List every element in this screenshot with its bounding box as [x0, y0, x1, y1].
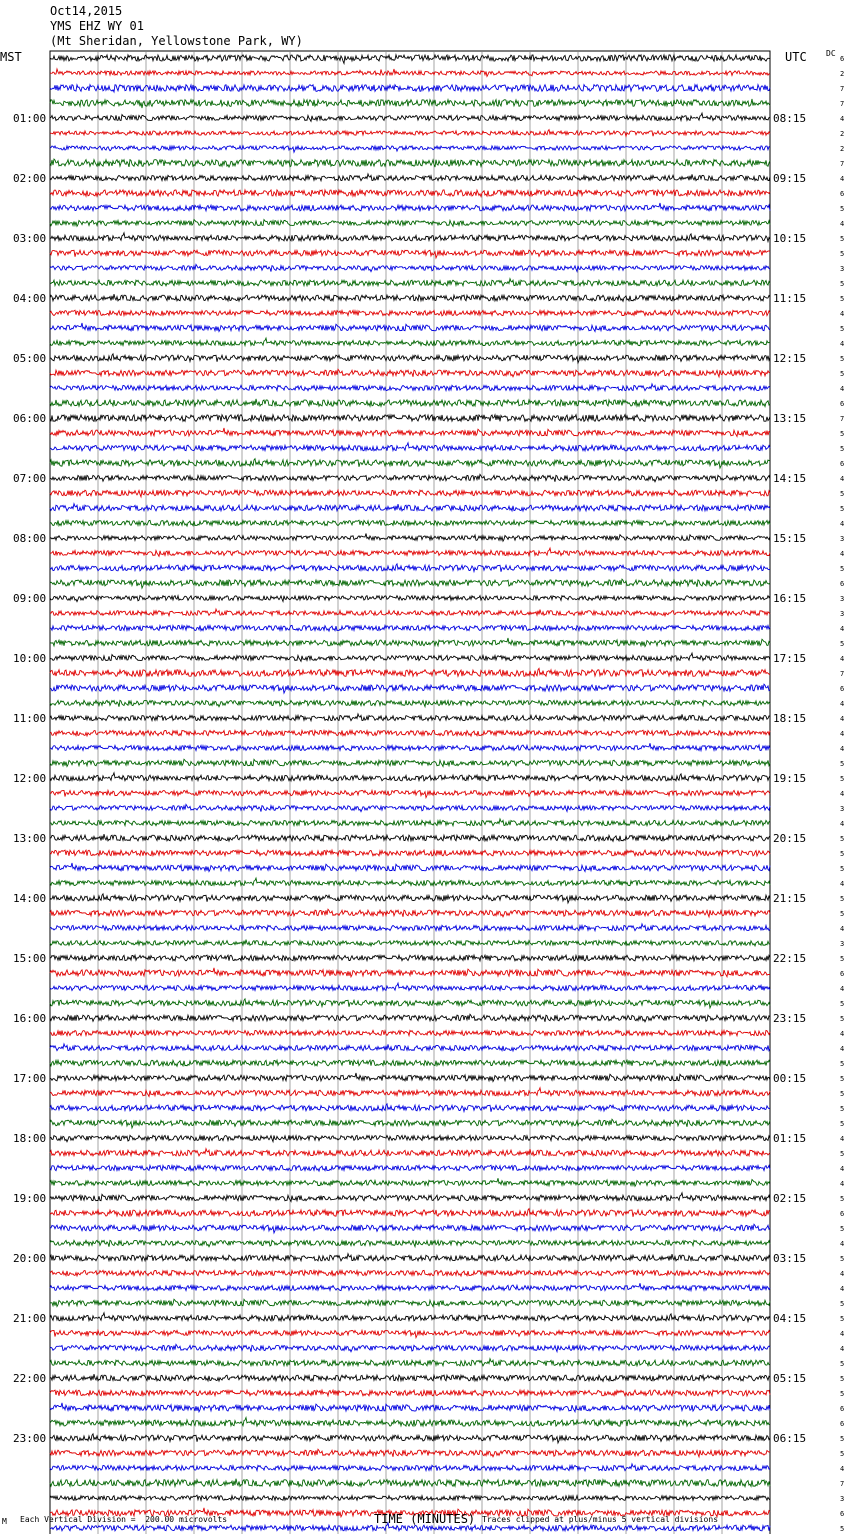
dc-value-label: 5 — [840, 1090, 845, 1098]
hour-label-mst: 02:00 — [13, 172, 47, 185]
dc-value-label: 3 — [840, 610, 845, 618]
hour-label-mst: 07:00 — [13, 472, 47, 485]
seismic-trace — [50, 69, 770, 76]
dc-value-label: 3 — [840, 940, 845, 948]
dc-value-label: 4 — [840, 340, 845, 348]
dc-value-label: 5 — [840, 505, 845, 513]
seismic-trace — [50, 459, 770, 468]
hour-label-mst: 23:00 — [13, 1432, 47, 1445]
dc-value-label: 5 — [840, 355, 845, 363]
seismic-trace — [50, 968, 770, 977]
hour-label-mst: 06:00 — [13, 412, 47, 425]
dc-value-label: 2 — [840, 70, 845, 78]
dc-value-label: 5 — [840, 250, 845, 258]
seismic-trace — [50, 1014, 770, 1022]
seismic-trace — [50, 609, 770, 616]
header-date: Oct14,2015 — [50, 4, 123, 18]
hour-label-mst: 10:00 — [13, 652, 47, 665]
dc-value-label: 4 — [840, 715, 845, 723]
dc-value-label: 5 — [840, 205, 845, 213]
seismic-trace — [50, 730, 770, 736]
seismic-trace — [50, 504, 770, 511]
hour-label-utc: 08:15 — [773, 112, 807, 125]
dc-value-label: 6 — [840, 580, 845, 588]
dc-value-label: 6 — [840, 1420, 845, 1428]
hour-label-mst: 13:00 — [13, 832, 47, 845]
seismic-trace — [50, 338, 770, 346]
seismic-trace — [50, 233, 770, 242]
seismic-trace — [50, 174, 770, 181]
dc-value-label: 5 — [840, 640, 845, 648]
seismic-trace — [50, 625, 770, 631]
dc-value-label: 5 — [840, 295, 845, 303]
dc-value-label: 7 — [840, 85, 845, 93]
dc-value-label: 2 — [840, 130, 845, 138]
seismic-trace — [50, 1418, 770, 1427]
seismic-trace — [50, 190, 770, 197]
dc-value-label: 4 — [840, 700, 845, 708]
hour-label-utc: 15:15 — [773, 532, 807, 545]
seismic-trace — [50, 1224, 770, 1233]
seismic-trace — [50, 1135, 770, 1141]
dc-value-label: 4 — [840, 520, 845, 528]
seismic-trace — [50, 1088, 770, 1097]
seismic-trace — [50, 653, 770, 661]
dc-value-label: 4 — [840, 745, 845, 753]
hour-label-utc: 20:15 — [773, 832, 807, 845]
dc-value-label: 4 — [840, 1270, 845, 1278]
hour-label-utc: 12:15 — [773, 352, 807, 365]
seismic-trace — [50, 55, 770, 64]
hour-label-mst: 14:00 — [13, 892, 47, 905]
dc-value-label: 4 — [840, 1165, 845, 1173]
hour-label-utc: 01:15 — [773, 1132, 807, 1145]
seismic-trace — [50, 878, 770, 886]
seismic-trace — [50, 415, 770, 422]
hour-label-mst: 01:00 — [13, 112, 47, 125]
seismic-trace — [50, 1464, 770, 1471]
dc-value-label: 4 — [840, 115, 845, 123]
dc-value-label: 5 — [840, 850, 845, 858]
seismic-trace — [50, 909, 770, 917]
hour-label-mst: 08:00 — [13, 532, 47, 545]
seismic-trace — [50, 1403, 770, 1412]
seismic-trace — [50, 1344, 770, 1351]
dc-value-label: 5 — [840, 1315, 845, 1323]
dc-value-label: 4 — [840, 1135, 845, 1143]
dc-value-label: 5 — [840, 1360, 845, 1368]
hour-label-mst: 18:00 — [13, 1132, 47, 1145]
hour-label-mst: 04:00 — [13, 292, 47, 305]
hour-label-mst: 16:00 — [13, 1012, 47, 1025]
hour-label-utc: 22:15 — [773, 952, 807, 965]
dc-value-label: 5 — [840, 1375, 845, 1383]
dc-value-label: 5 — [840, 1390, 845, 1398]
dc-value-label: 6 — [840, 1210, 845, 1218]
dc-value-label: 5 — [840, 430, 845, 438]
seismic-trace — [50, 369, 770, 377]
dc-value-label: 4 — [840, 175, 845, 183]
dc-value-label: 5 — [840, 910, 845, 918]
seismic-trace — [50, 924, 770, 931]
hour-label-utc: 04:15 — [773, 1312, 807, 1325]
seismic-trace — [50, 1060, 770, 1066]
dc-value-label: 5 — [840, 1150, 845, 1158]
hour-label-utc: 05:15 — [773, 1372, 807, 1385]
dc-value-label: 5 — [840, 895, 845, 903]
seismic-trace — [50, 294, 770, 301]
dc-value-label: 5 — [840, 1450, 845, 1458]
seismic-trace — [50, 323, 770, 332]
seismic-trace — [50, 1149, 770, 1156]
dc-value-label: 6 — [840, 685, 845, 693]
hour-label-mst: 11:00 — [13, 712, 47, 725]
seismic-trace — [50, 1434, 770, 1443]
seismic-trace — [50, 130, 770, 137]
seismic-trace — [50, 99, 770, 108]
seismic-trace — [50, 1073, 770, 1082]
seismic-trace — [50, 1495, 770, 1500]
seismic-trace — [50, 490, 770, 497]
seismic-trace — [50, 1178, 770, 1186]
hour-label-utc: 03:15 — [773, 1252, 807, 1265]
seismic-trace — [50, 1390, 770, 1396]
dc-value-label: 4 — [840, 730, 845, 738]
hour-label-utc: 11:15 — [773, 292, 807, 305]
seismic-trace — [50, 1165, 770, 1171]
seismic-trace — [50, 520, 770, 526]
corner-mark: M — [2, 1517, 7, 1526]
dc-value-label: 4 — [840, 1030, 845, 1038]
seismic-trace — [50, 773, 770, 782]
seismic-trace — [50, 203, 770, 211]
hour-label-mst: 20:00 — [13, 1252, 47, 1265]
seismic-trace — [50, 1359, 770, 1366]
seismic-trace — [50, 1330, 770, 1337]
seismic-trace — [50, 384, 770, 391]
seismic-trace — [50, 85, 770, 92]
seismic-trace — [50, 443, 770, 451]
dc-value-label: 6 — [840, 55, 845, 63]
dc-value-label: 4 — [840, 220, 845, 228]
hour-label-mst: 12:00 — [13, 772, 47, 785]
dc-value-label: 4 — [840, 925, 845, 933]
dc-value-label: 5 — [840, 1255, 845, 1263]
seismic-trace — [50, 146, 770, 152]
dc-value-label: 5 — [840, 280, 845, 288]
hour-label-mst: 22:00 — [13, 1372, 47, 1385]
dc-value-label: 4 — [840, 310, 845, 318]
dc-value-label: 3 — [840, 595, 845, 603]
dc-value-label: 4 — [840, 1285, 845, 1293]
dc-value-label: 5 — [840, 490, 845, 498]
dc-value-label: 4 — [840, 655, 845, 663]
seismic-trace — [50, 564, 770, 572]
hour-label-mst: 19:00 — [13, 1192, 47, 1205]
seismic-trace — [50, 474, 770, 481]
seismic-trace — [50, 399, 770, 407]
dc-value-label: 4 — [840, 1345, 845, 1353]
seismic-trace — [50, 264, 770, 271]
dc-value-label: 5 — [840, 955, 845, 963]
seismic-trace — [50, 1283, 770, 1291]
hour-label-utc: 02:15 — [773, 1192, 807, 1205]
seismic-trace — [50, 596, 770, 602]
dc-value-label: 3 — [840, 805, 845, 813]
dc-value-label: 5 — [840, 835, 845, 843]
dc-value-label: 6 — [840, 400, 845, 408]
hour-label-utc: 16:15 — [773, 592, 807, 605]
dc-value-label: 5 — [840, 1000, 845, 1008]
seismic-trace — [50, 983, 770, 991]
dc-value-label: 4 — [840, 1240, 845, 1248]
dc-label: DC — [826, 49, 836, 58]
seismic-trace — [50, 1030, 770, 1036]
dc-value-label: 6 — [840, 1405, 845, 1413]
dc-value-label: 5 — [840, 235, 845, 243]
hour-label-utc: 14:15 — [773, 472, 807, 485]
dc-value-label: 7 — [840, 415, 845, 423]
hour-label-utc: 13:15 — [773, 412, 807, 425]
seismic-trace — [50, 310, 770, 316]
dc-value-label: 5 — [840, 775, 845, 783]
hour-label-mst: 15:00 — [13, 952, 47, 965]
seismic-trace — [50, 1104, 770, 1112]
hour-label-utc: 21:15 — [773, 892, 807, 905]
dc-value-label: 7 — [840, 670, 845, 678]
dc-value-label: 5 — [840, 1435, 845, 1443]
dc-value-label: 5 — [840, 1120, 845, 1128]
seismic-trace — [50, 579, 770, 588]
dc-value-label: 4 — [840, 475, 845, 483]
header-station: YMS EHZ WY 01 — [50, 19, 144, 33]
seismic-trace — [50, 714, 770, 721]
dc-value-label: 5 — [840, 370, 845, 378]
dc-value-label: 5 — [840, 1105, 845, 1113]
hour-label-utc: 19:15 — [773, 772, 807, 785]
seismic-trace — [50, 850, 770, 856]
dc-value-label: 4 — [840, 385, 845, 393]
dc-value-label: 3 — [840, 535, 845, 543]
seismic-trace — [50, 743, 770, 751]
seismic-trace — [50, 1374, 770, 1381]
dc-value-label: 5 — [840, 865, 845, 873]
seismic-trace — [50, 1119, 770, 1128]
seismic-trace — [50, 1193, 770, 1202]
seismic-trace — [50, 804, 770, 811]
dc-value-label: 7 — [840, 1480, 845, 1488]
seismic-trace — [50, 684, 770, 693]
x-axis-title: TIME (MINUTES) — [374, 1512, 476, 1526]
seismic-trace — [50, 1479, 770, 1487]
dc-value-label: 2 — [840, 145, 845, 153]
dc-value-label: 7 — [840, 100, 845, 108]
hour-label-mst: 05:00 — [13, 352, 47, 365]
hour-label-utc: 09:15 — [773, 172, 807, 185]
dc-value-label: 6 — [840, 970, 845, 978]
seismic-trace — [50, 863, 770, 872]
hour-label-mst: 09:00 — [13, 592, 47, 605]
seismic-trace — [50, 668, 770, 677]
seismic-trace — [50, 955, 770, 961]
dc-value-label: 4 — [840, 1180, 845, 1188]
seismic-trace — [50, 1240, 770, 1246]
dc-value-label: 4 — [840, 550, 845, 558]
seismic-trace — [50, 1254, 770, 1261]
seismic-trace — [50, 428, 770, 437]
seismic-trace — [50, 1313, 770, 1322]
seismic-trace — [50, 534, 770, 542]
dc-value-label: 6 — [840, 1510, 845, 1518]
hour-label-utc: 10:15 — [773, 232, 807, 245]
dc-value-label: 3 — [840, 265, 845, 273]
dc-value-label: 3 — [840, 1495, 845, 1503]
dc-value-label: 4 — [840, 1465, 845, 1473]
dc-value-label: 5 — [840, 1195, 845, 1203]
seismic-trace — [50, 894, 770, 903]
seismic-trace — [50, 548, 770, 556]
seismic-trace — [50, 1044, 770, 1051]
dc-value-label: 4 — [840, 790, 845, 798]
seismic-trace — [50, 759, 770, 766]
seismic-trace — [50, 1299, 770, 1306]
left-timezone-label: MST — [0, 50, 22, 64]
dc-value-label: 5 — [840, 1525, 845, 1533]
dc-value-label: 6 — [840, 190, 845, 198]
hour-label-utc: 06:15 — [773, 1432, 807, 1445]
hour-label-utc: 00:15 — [773, 1072, 807, 1085]
seismic-trace — [50, 940, 770, 946]
hour-label-utc: 23:15 — [773, 1012, 807, 1025]
dc-value-label: 4 — [840, 625, 845, 633]
seismic-trace — [50, 999, 770, 1008]
seismic-trace — [50, 790, 770, 797]
seismic-trace — [50, 638, 770, 647]
dc-value-label: 5 — [840, 1075, 845, 1083]
hour-label-mst: 03:00 — [13, 232, 47, 245]
dc-value-label: 5 — [840, 1015, 845, 1023]
dc-value-label: 5 — [840, 760, 845, 768]
seismic-trace — [50, 354, 770, 363]
dc-value-label: 5 — [840, 565, 845, 573]
dc-value-label: 6 — [840, 460, 845, 468]
seismic-trace — [50, 250, 770, 258]
hour-label-utc: 17:15 — [773, 652, 807, 665]
header-location: (Mt Sheridan, Yellowstone Park, WY) — [50, 34, 303, 48]
dc-value-label: 5 — [840, 445, 845, 453]
seismic-trace — [50, 279, 770, 286]
seismic-trace — [50, 159, 770, 167]
dc-value-label: 5 — [840, 1225, 845, 1233]
clip-note: Traces clipped at plus/minus 5 vertical divisions — [482, 1515, 719, 1524]
dc-value-label: 4 — [840, 1330, 845, 1338]
dc-value-label: 4 — [840, 985, 845, 993]
dc-value-label: 7 — [840, 160, 845, 168]
hour-label-mst: 21:00 — [13, 1312, 47, 1325]
dc-value-label: 5 — [840, 325, 845, 333]
seismic-trace — [50, 1209, 770, 1217]
seismic-trace — [50, 700, 770, 706]
dc-value-label: 4 — [840, 880, 845, 888]
seismic-trace — [50, 819, 770, 826]
hour-label-mst: 17:00 — [13, 1072, 47, 1085]
dc-value-label: 4 — [840, 820, 845, 828]
seismic-trace — [50, 1270, 770, 1276]
scale-note: Each Vertical Division = 200.00 microvolts — [20, 1515, 228, 1524]
seismic-trace — [50, 220, 770, 227]
seismic-trace — [50, 1449, 770, 1457]
dc-value-label: 4 — [840, 1045, 845, 1053]
hour-label-utc: 18:15 — [773, 712, 807, 725]
seismic-trace — [50, 113, 770, 121]
right-timezone-label: UTC — [785, 50, 807, 64]
dc-value-label: 5 — [840, 1060, 845, 1068]
plot-frame — [50, 51, 770, 1534]
seismic-trace — [50, 834, 770, 841]
dc-value-label: 5 — [840, 1300, 845, 1308]
